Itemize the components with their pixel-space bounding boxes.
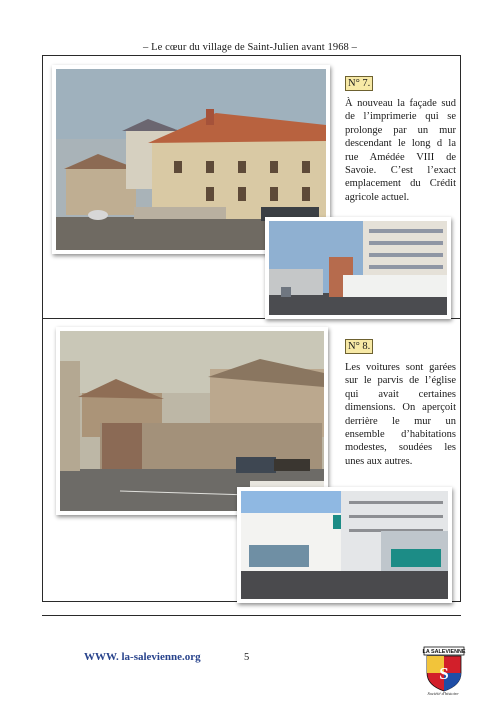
page-header: – Le cœur du village de Saint-Julien avant 1968 –: [143, 42, 357, 53]
photo-7-number: N° 7.: [345, 76, 373, 91]
svg-text:LA SALEVIENNE: LA SALEVIENNE: [422, 649, 466, 656]
photo-7-caption: À nouveau la façade sud de l’imprimerie qui se prolonge par un mur descendant le long d la rue Amédée VIII de Savoie. C’est l’exact emplacement du Crédit agricole actuel.: [345, 98, 456, 203]
photo-8-modern-street: [237, 487, 452, 603]
page-number: 5: [244, 652, 250, 663]
logo-subtitle: Société d'histoire: [427, 691, 459, 696]
photo-7-modern-credit-agricole: [265, 217, 451, 319]
photo-8-number: N° 8.: [345, 339, 373, 354]
svg-text:S: S: [439, 664, 449, 683]
footer-rule: [42, 615, 461, 616]
photo-8-caption: Les voitures sont garées sur le parvis de l’église qui avait certaines dimensions. On aperçoit derrière le mur un ensemble d’habitations modestes, soudées les unes aux autres.: [345, 362, 456, 467]
website-link[interactable]: WWW. la-salevienne.org: [84, 651, 201, 663]
